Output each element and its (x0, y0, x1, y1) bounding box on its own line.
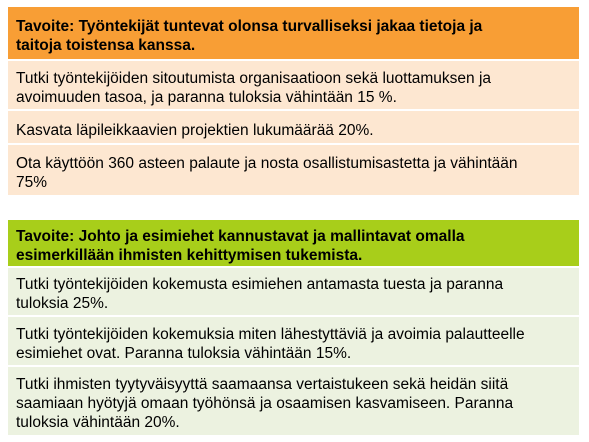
action-cell (8, 60, 579, 110)
action-line: Ota käyttöön 360 asteen palaute ja nosta osallistumisastetta ja vähintään (16, 154, 518, 172)
action-row (8, 366, 579, 436)
action-line: esimiehet ovat. Paranna tuloksia vähintään 15%. (16, 344, 352, 362)
action-line: tuloksia 25%. (16, 294, 109, 312)
action-line: Kasvata läpileikkaavien projektien lukumäärää 20%. (16, 121, 374, 139)
action-row (8, 110, 579, 144)
action-cell (8, 110, 579, 144)
action-line: saamiaan hyötyjä omaan työhönsä ja osaamisen kasvamiseen. Paranna (16, 395, 514, 412)
goal-table-2 (8, 220, 579, 437)
action-line: Tutki työntekijöiden kokemusta esimiehen antamasta tuesta ja paranna (16, 275, 504, 293)
action-line: avoimuuden tasoa, ja paranna tuloksia vähintään 15 %. (16, 88, 397, 106)
action-line: 75% (16, 173, 48, 191)
action-cell (8, 144, 579, 196)
goal-header-row (8, 7, 579, 60)
action-row (8, 316, 579, 366)
goal-header-line: Tavoite: Johto ja esimiehet kannustavat ja mallintavat omalla (16, 227, 465, 245)
goal-header-cell (8, 220, 579, 267)
goal-header-line: esimerkillään ihmisten kehittymisen tukemista. (16, 246, 363, 264)
goal-header-line: Tavoite: Työntekijät tuntevat olonsa turvalliseksi jakaa tietoja ja (16, 17, 483, 35)
action-line: Tutki ihmisten tyytyväisyyttä saamaansa vertaistukeen sekä heidän siitä (16, 376, 509, 393)
action-row (8, 144, 579, 196)
action-line: Tutki työntekijöiden sitoutumista organisaatioon sekä luottamuksen ja (16, 69, 492, 87)
goal-header-row (8, 220, 579, 267)
goal-table-1 (8, 7, 579, 197)
goal-header-line: taitoja toistensa kanssa. (16, 36, 196, 54)
action-cell (8, 366, 579, 436)
action-line: tuloksia vähintään 20%. (16, 414, 180, 431)
action-cell (8, 267, 579, 316)
action-line: Tutki työntekijöiden kokemuksia miten lähestyttäviä ja avoimia palautteelle (16, 325, 525, 343)
goal-header-cell (8, 7, 579, 60)
action-row (8, 267, 579, 316)
action-row (8, 60, 579, 110)
action-cell (8, 316, 579, 366)
